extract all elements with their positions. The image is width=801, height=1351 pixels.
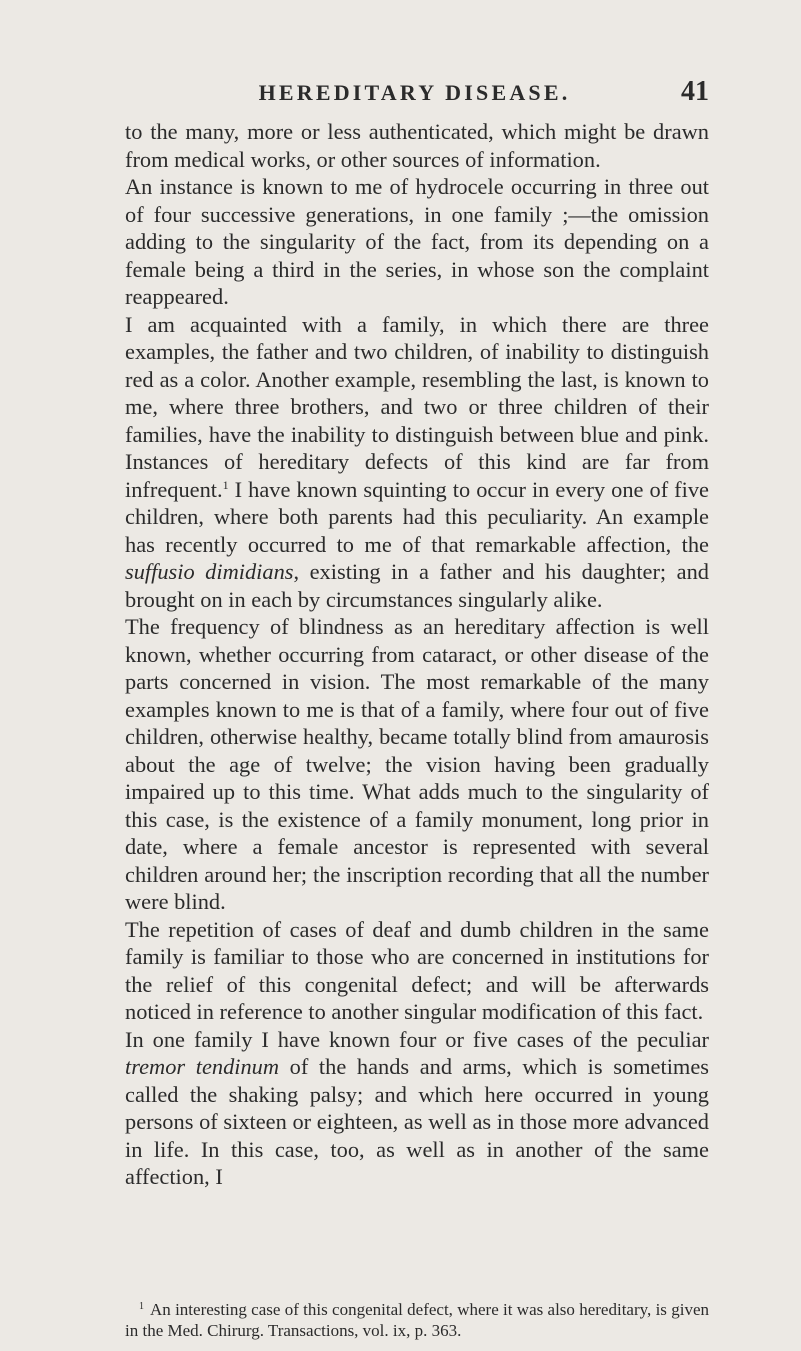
paragraph-3 <box>125 311 709 614</box>
paragraph-6-text-a: In one family I have known four or five cases of the peculiar <box>125 1026 709 1052</box>
body-text <box>125 118 709 1191</box>
paragraph-3-text-b: I have known squinting to occur in every one of five children, where both parents had this peculiarity. An example has recently occurred to me of that remarkable affection, the <box>125 476 709 557</box>
italic-term-suffusio: suffusio dimidians <box>125 559 294 584</box>
running-head: HEREDITARY DISEASE. <box>258 80 571 105</box>
paragraph-3-text-c: , existing in a father and his daughter; and brought on in each by circumstances singularly alike. <box>125 559 709 612</box>
italic-term-tremor: tremor tendinum <box>125 1054 280 1079</box>
footnote-mark: 1 <box>139 1301 144 1312</box>
footnote-reference: 1 <box>222 477 229 492</box>
paragraph-6 <box>125 1026 709 1191</box>
paragraph-6-text-b: of the hands and arms, which is sometimes called the shaking palsy; and which here occurred in young persons of sixteen or eighteen, as well as in those more advanced in life. In this case, too, as well as in another of the same affection, I <box>125 1054 709 1189</box>
paragraph-1: to the many, more or less authenticated, which might be drawn from medical works, or other sources of information. <box>125 119 709 172</box>
footnote-text: An interesting case of this congenital defect, where it was also hereditary, is given in the Med. Chirurg. Transactions, vol. ix, p. 363. <box>125 1300 709 1340</box>
page-header <box>120 76 709 112</box>
paragraph-4: The frequency of blindness as an hereditary affection is well known, whether occurring from cataract, or other disease of the parts concerned in vision. The most remarkable of the many examples known to me is that of a family, where four out of five children, otherwise healthy, became totally blind from amaurosis about the age of twelve; the vision having been gradually impaired up to this time. What adds much to the singularity of this case, is the existence of a family monument, long prior in date, where a female ancestor is represented with several children around her; the inscription recording that all the number were blind. <box>125 614 709 914</box>
footnote <box>125 1296 709 1341</box>
page-number: 41 <box>681 76 709 107</box>
paragraph-5: The repetition of cases of deaf and dumb children in the same family is familiar to those who are concerned in institutions for the relief of this congenital defect; and will be afterwards noticed in reference to another singular modification of this fact. <box>125 916 709 1024</box>
paragraph-2: An instance is known to me of hydrocele occurring in three out of four successive generations, in one family ;—the omission adding to the singularity of the fact, from its depending on a female being a third in the series, in whose son the complaint reappeared. <box>125 174 709 309</box>
paragraph-3-text-a: I am acquainted with a family, in which there are three examples, the father and two children, of inability to distinguish red as a color. Another example, resembling the last, is known to me, where three brothers, and two or three children of their families, have the inability to distinguish between blue and pink. Instances of hereditary defects of this kind are far from infrequent. <box>125 311 709 502</box>
